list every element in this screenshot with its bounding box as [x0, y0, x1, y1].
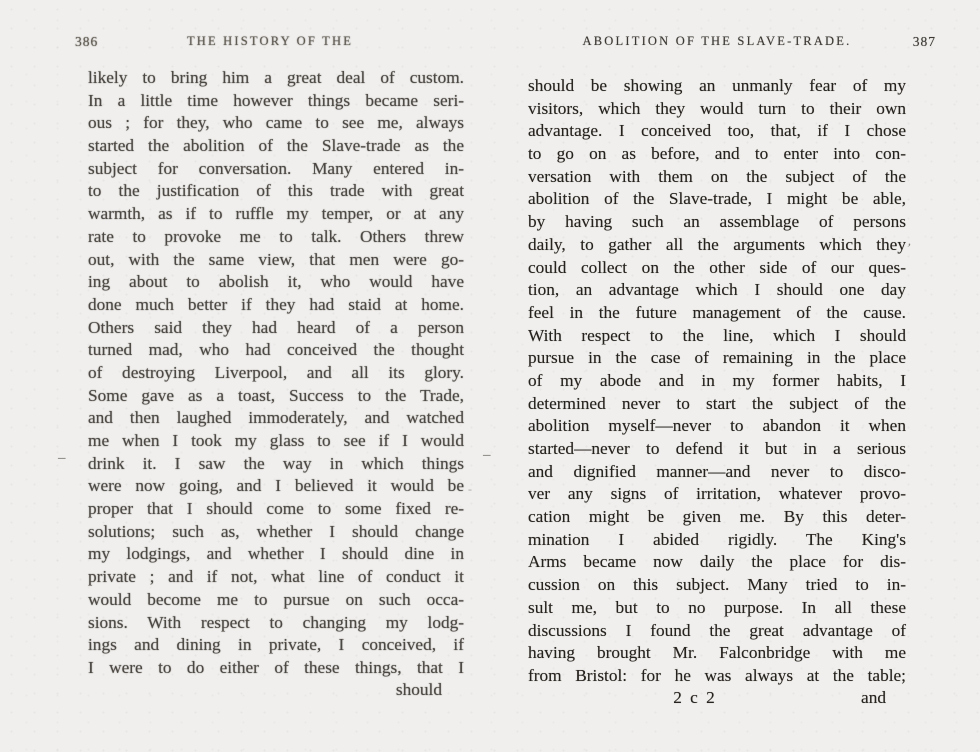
- text-line: and then laughed immoderately, and watched: [88, 408, 464, 428]
- text-line: ing about to abolish it, who would have: [88, 272, 464, 292]
- text-line: versation with them on the subject of the: [528, 166, 906, 186]
- text-line: having brought Mr. Falconbridge with me: [528, 643, 906, 663]
- text-line: proper that I should come to some fixed re-: [88, 499, 464, 519]
- text-line: advantage. I conceived too, that, if I chose: [528, 121, 906, 141]
- text-line: discussions I found the great advantage of: [528, 620, 906, 640]
- text-line: With respect to the line, which I should: [528, 325, 906, 345]
- text-line: my lodgings, and whether I should dine in: [88, 544, 464, 564]
- text-line: mination I abided rigidly. The King's: [528, 529, 906, 549]
- text-line: to go on as before, and to enter into con-: [528, 144, 906, 164]
- text-line: ings and dining in private, I conceived, if: [88, 635, 464, 655]
- right-page-header: [528, 34, 936, 52]
- text-line: could collect on the other side of our ques-: [528, 257, 906, 277]
- text-line: cussion on this subject. Many tried to in-: [528, 575, 906, 595]
- text-line: determined never to start the subject of the: [528, 393, 906, 413]
- text-line: Some gave as a toast, Success to the Trade,: [88, 385, 464, 405]
- text-line: warmth, as if to ruffle my temper, or at any: [88, 204, 464, 224]
- text-line: to the justification of this trade with great: [88, 181, 464, 201]
- text-line: of my abode and in my former habits, I: [528, 370, 906, 390]
- text-line: I were to do either of these things, that I: [88, 657, 464, 677]
- left-page-header: [75, 34, 465, 52]
- text-line: of destroying Liverpool, and all its glory.: [88, 362, 464, 382]
- right-page: [480, 0, 980, 752]
- text-line: cation might be given me. By this deter-: [528, 507, 906, 527]
- margin-mark-small-dash: -: [468, 482, 472, 496]
- text-line: and dignified manner—and never to disco-: [528, 461, 906, 481]
- text-line: turned mad, who had conceived the thought: [88, 340, 464, 360]
- right-running-title: ABOLITION OF THE SLAVE-TRADE.: [582, 34, 852, 48]
- text-line: abolition of the Slave-trade, I might be able,: [528, 189, 906, 209]
- text-line: should be showing an unmanly fear of my: [528, 76, 906, 95]
- text-line: feel in the future management of the cause.: [528, 302, 906, 322]
- margin-mark-dash: –: [58, 450, 66, 466]
- text-line: solutions; such as, whether I should change: [88, 521, 464, 541]
- text-line: started the abolition of the Slave-trade as the: [88, 136, 464, 156]
- text-line: subject for conversation. Many entered in-: [88, 158, 464, 178]
- left-catchword: should: [395, 680, 442, 699]
- text-line: In a little time however things became seri-: [88, 90, 464, 110]
- text-line: private ; and if not, what line of conduct it: [88, 567, 464, 587]
- left-page: [0, 0, 480, 752]
- text-line: pursue in the case of remaining in the place: [528, 348, 906, 368]
- text-line: out, with the same view, that men were go-: [88, 249, 464, 269]
- text-line: visitors, which they would turn to their own: [528, 98, 906, 118]
- text-line: rate to provoke me to talk. Others threw: [88, 226, 464, 246]
- text-line: me when I took my glass to see if I would: [88, 431, 464, 450]
- text-line: tion, an advantage which I should one day: [528, 280, 906, 300]
- text-line: by having such an assemblage of persons: [528, 212, 906, 232]
- text-line: abolition myself—never to abandon it when: [528, 416, 906, 436]
- text-line: Arms became now daily the place for dis-: [528, 552, 906, 572]
- right-page-number: 387: [912, 34, 936, 49]
- text-line: sions. With respect to changing my lodg-: [88, 612, 464, 632]
- text-line: from Bristol: for he was always at the table;: [528, 665, 906, 685]
- text-line: ver any signs of irritation, whatever provo-: [528, 484, 906, 504]
- text-line: ous ; for they, who came to see me, always: [88, 113, 464, 133]
- text-line: daily, to gather all the arguments which they: [528, 234, 906, 254]
- right-catchword: and: [861, 688, 886, 707]
- left-running-title: THE HISTORY OF THE: [186, 34, 354, 48]
- margin-speck: ’: [903, 239, 913, 256]
- text-line: Others said they had heard of a person: [88, 317, 464, 337]
- text-line: would become me to pursue on such occa-: [88, 589, 464, 609]
- left-page-number: 386: [75, 34, 99, 49]
- text-line: likely to bring him a great deal of custom.: [88, 68, 464, 87]
- text-line: drink it. I saw the way in which things: [88, 453, 464, 473]
- text-line: were now going, and I believed it would be: [88, 476, 464, 496]
- left-page-text: [88, 67, 464, 680]
- text-line: done much better if they had staid at home.: [88, 294, 464, 314]
- text-line: sult me, but to no purpose. In all these: [528, 597, 906, 617]
- text-line: started—never to defend it but in a serious: [528, 439, 906, 458]
- signature-mark: 2 c 2: [673, 688, 717, 707]
- gutter-mark-dash: –: [483, 447, 491, 463]
- right-page-text: [528, 75, 906, 688]
